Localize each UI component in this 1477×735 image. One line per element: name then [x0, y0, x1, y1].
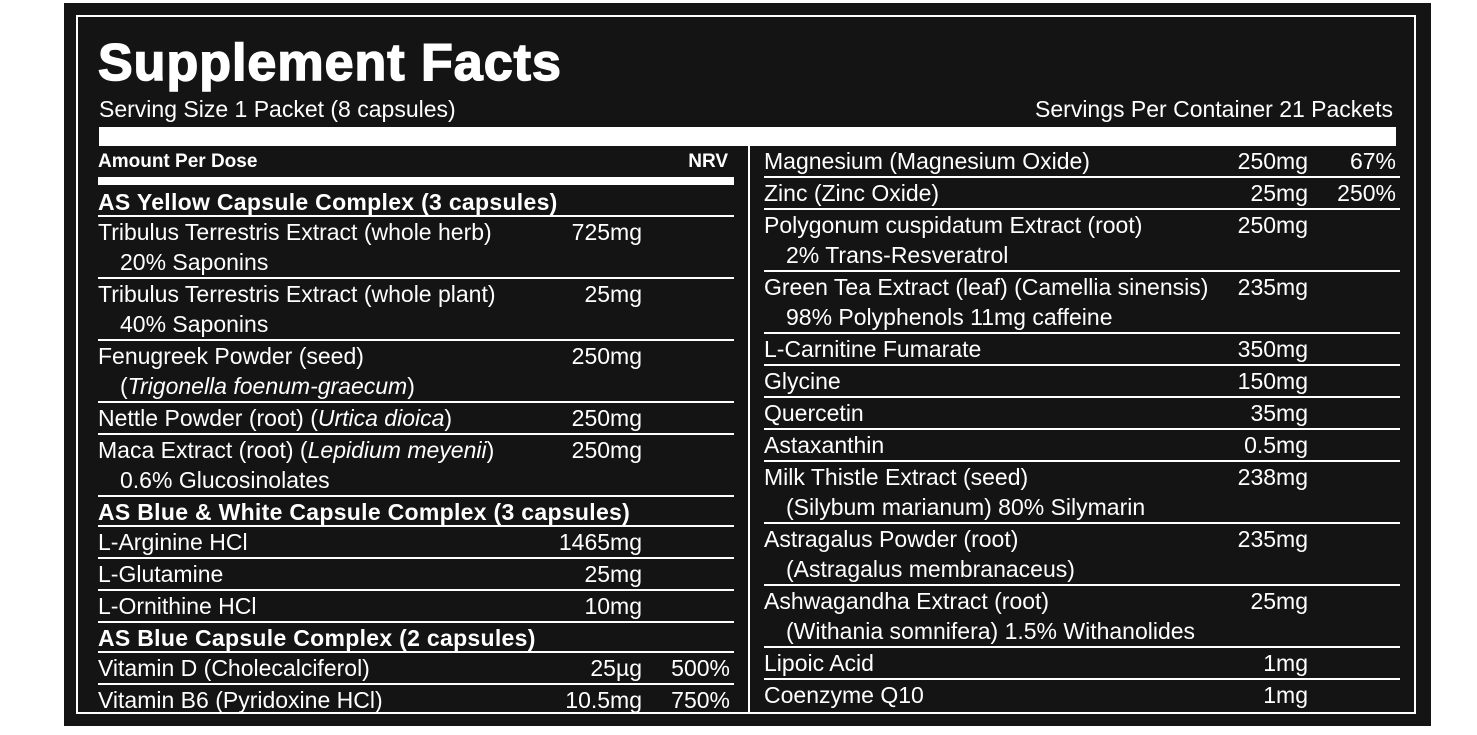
ingredient-detail: 98% Polyphenols 11mg caffeine	[786, 304, 1113, 330]
ingredient-line	[764, 178, 1400, 208]
ingredient-amount: 350mg	[1237, 336, 1308, 362]
ingredient-row	[764, 586, 1400, 648]
ingredient-row	[98, 341, 734, 403]
ingredient-detail: 20% Saponins	[120, 249, 269, 275]
ingredient-line	[764, 272, 1400, 302]
ingredient-name: L-Carnitine Fumarate	[764, 336, 982, 362]
ingredient-line	[98, 653, 734, 683]
ingredient-line	[764, 648, 1400, 678]
panel-title: Supplement Facts	[98, 34, 562, 92]
ingredient-detail: 40% Saponins	[120, 311, 269, 337]
nrv-label: NRV	[688, 151, 728, 172]
ingredient-name: Polygonum cuspidatum Extract (root)	[764, 212, 1143, 238]
ingredient-line	[98, 435, 734, 465]
ingredient-amount: 25mg	[1250, 180, 1308, 206]
ingredient-amount: 10.5mg	[565, 687, 642, 713]
ingredient-detail-open: (	[120, 373, 128, 399]
ingredient-amount: 725mg	[571, 219, 642, 245]
ingredient-row	[764, 680, 1400, 710]
ingredient-name: Fenugreek Powder (seed)	[98, 343, 364, 369]
ingredient-row	[764, 366, 1400, 398]
ingredient-name: Coenzyme Q10	[764, 682, 924, 708]
ingredient-amount: 250mg	[1237, 148, 1308, 174]
ingredient-detail: (Silybum marianum) 80% Silymarin	[786, 494, 1146, 520]
ingredient-amount: 1mg	[1263, 682, 1308, 708]
ingredient-nrv: 500%	[671, 655, 730, 681]
ingredient-line	[764, 146, 1400, 176]
ingredient-amount: 25µg	[590, 655, 642, 681]
ingredient-nrv: 750%	[671, 687, 730, 713]
ingredient-name: Zinc (Zinc Oxide)	[764, 180, 940, 206]
ingredient-amount: 250mg	[571, 343, 642, 369]
ingredient-line	[98, 591, 734, 621]
ingredient-name: L-Arginine HCl	[98, 529, 248, 555]
ingredient-row	[764, 272, 1400, 334]
ingredient-name: Tribulus Terrestris Extract (whole plant)	[98, 281, 496, 307]
ingredient-amount: 1465mg	[558, 529, 642, 555]
ingredient-row	[764, 178, 1400, 210]
column-header	[98, 146, 734, 177]
ingredient-line	[764, 398, 1400, 428]
left-body	[98, 187, 734, 715]
serving-size: Serving Size 1 Packet (8 capsules)	[99, 96, 456, 122]
ingredient-name	[98, 437, 494, 463]
ingredient-amount: 150mg	[1237, 368, 1308, 394]
ingredient-line	[764, 462, 1400, 492]
ingredient-amount: 35mg	[1250, 400, 1308, 426]
ingredient-line	[764, 366, 1400, 396]
right-body	[764, 146, 1400, 710]
ingredient-line	[98, 217, 734, 247]
ingredient-amount: 250mg	[571, 405, 642, 431]
ingredient-row	[98, 527, 734, 559]
ingredient-name: L-Glutamine	[98, 561, 224, 587]
ingredient-amount: 250mg	[571, 437, 642, 463]
ingredient-row	[764, 524, 1400, 586]
ingredient-amount: 1mg	[1263, 650, 1308, 676]
ingredient-detail: (Withania somnifera) 1.5% Withanolides	[786, 618, 1196, 644]
ingredient-line	[764, 524, 1400, 554]
ingredient-row	[764, 398, 1400, 430]
ingredient-amount: 235mg	[1237, 526, 1308, 552]
ingredient-detail: 0.6% Glucosinolates	[120, 467, 330, 493]
ingredient-line	[764, 680, 1400, 710]
ingredient-row	[98, 653, 734, 685]
ingredient-row	[98, 403, 734, 435]
ingredient-row	[764, 334, 1400, 366]
ingredient-line	[98, 685, 734, 715]
amount-per-dose-label: Amount Per Dose	[98, 151, 258, 172]
ingredient-name: Quercetin	[764, 400, 864, 426]
ingredient-name: Milk Thistle Extract (seed)	[764, 464, 1029, 490]
ingredient-amount: 25mg	[584, 281, 642, 307]
column-divider	[748, 146, 750, 714]
ingredient-line	[98, 341, 734, 371]
ingredient-row	[98, 435, 734, 497]
ingredient-name: Vitamin D (Cholecalciferol)	[98, 655, 370, 681]
ingredient-latin-name: Urtica dioica	[317, 405, 445, 431]
ingredient-row	[764, 210, 1400, 272]
section-heading: AS Yellow Capsule Complex (3 capsules)	[98, 187, 734, 217]
ingredient-amount: 0.5mg	[1244, 432, 1308, 458]
ingredient-name: Vitamin B6 (Pyridoxine HCl)	[98, 687, 383, 713]
thick-divider-bar	[99, 127, 1396, 146]
ingredient-amount: 235mg	[1237, 274, 1308, 300]
ingredient-nrv: 67%	[1349, 148, 1396, 174]
ingredient-detail: 2% Trans-Resveratrol	[786, 242, 1009, 268]
ingredient-name: L-Ornithine HCl	[98, 593, 257, 619]
ingredient-nrv: 250%	[1337, 180, 1396, 206]
ingredient-name	[98, 405, 452, 431]
ingredient-line	[98, 527, 734, 557]
ingredient-row	[98, 559, 734, 591]
ingredient-name-text: Nettle Powder (root) (	[98, 405, 318, 431]
right-column	[764, 146, 1400, 710]
ingredient-row	[764, 648, 1400, 680]
ingredient-name-close: )	[486, 437, 495, 463]
ingredient-amount: 25mg	[1250, 588, 1308, 614]
ingredient-name-close: )	[444, 405, 453, 431]
ingredient-detail	[98, 371, 734, 401]
ingredient-name: Green Tea Extract (leaf) (Camellia sinensis)	[764, 274, 1209, 300]
ingredient-name: Magnesium (Magnesium Oxide)	[764, 148, 1090, 174]
ingredient-line	[764, 430, 1400, 460]
ingredient-amount: 250mg	[1237, 212, 1308, 238]
servings-per-container: Servings Per Container 21 Packets	[1035, 96, 1393, 122]
ingredient-latin-name: Lepidium meyenii	[307, 437, 487, 463]
ingredient-line	[98, 559, 734, 589]
ingredient-row	[98, 685, 734, 715]
ingredient-amount: 25mg	[584, 561, 642, 587]
ingredient-row	[764, 430, 1400, 462]
section-heading: AS Blue & White Capsule Complex (3 capsules)	[98, 497, 734, 527]
ingredient-line	[764, 210, 1400, 240]
ingredient-latin-name: Trigonella foenum-graecum	[127, 373, 408, 399]
ingredient-row	[764, 462, 1400, 524]
ingredient-row	[98, 279, 734, 341]
ingredient-line	[764, 334, 1400, 364]
ingredient-line	[764, 586, 1400, 616]
ingredient-name: Ashwagandha Extract (root)	[764, 588, 1050, 614]
ingredient-row	[98, 217, 734, 279]
ingredient-line	[98, 279, 734, 309]
ingredient-row	[764, 146, 1400, 178]
medium-divider-bar	[98, 177, 734, 185]
ingredient-name: Tribulus Terrestris Extract (whole herb)	[98, 219, 492, 245]
left-column	[98, 146, 734, 715]
ingredient-name: Lipoic Acid	[764, 650, 874, 676]
ingredient-name-text: Maca Extract (root) (	[98, 437, 308, 463]
section-heading: AS Blue Capsule Complex (2 capsules)	[98, 623, 734, 653]
ingredient-detail-close: )	[407, 373, 415, 399]
ingredient-name: Astragalus Powder (root)	[764, 526, 1019, 552]
ingredient-amount: 10mg	[584, 593, 642, 619]
ingredient-row	[98, 591, 734, 623]
ingredient-detail: (Astragalus membranaceus)	[786, 556, 1075, 582]
ingredient-line	[98, 403, 734, 433]
ingredient-name: Astaxanthin	[764, 432, 885, 458]
ingredient-amount: 238mg	[1237, 464, 1308, 490]
ingredient-name: Glycine	[764, 368, 841, 394]
